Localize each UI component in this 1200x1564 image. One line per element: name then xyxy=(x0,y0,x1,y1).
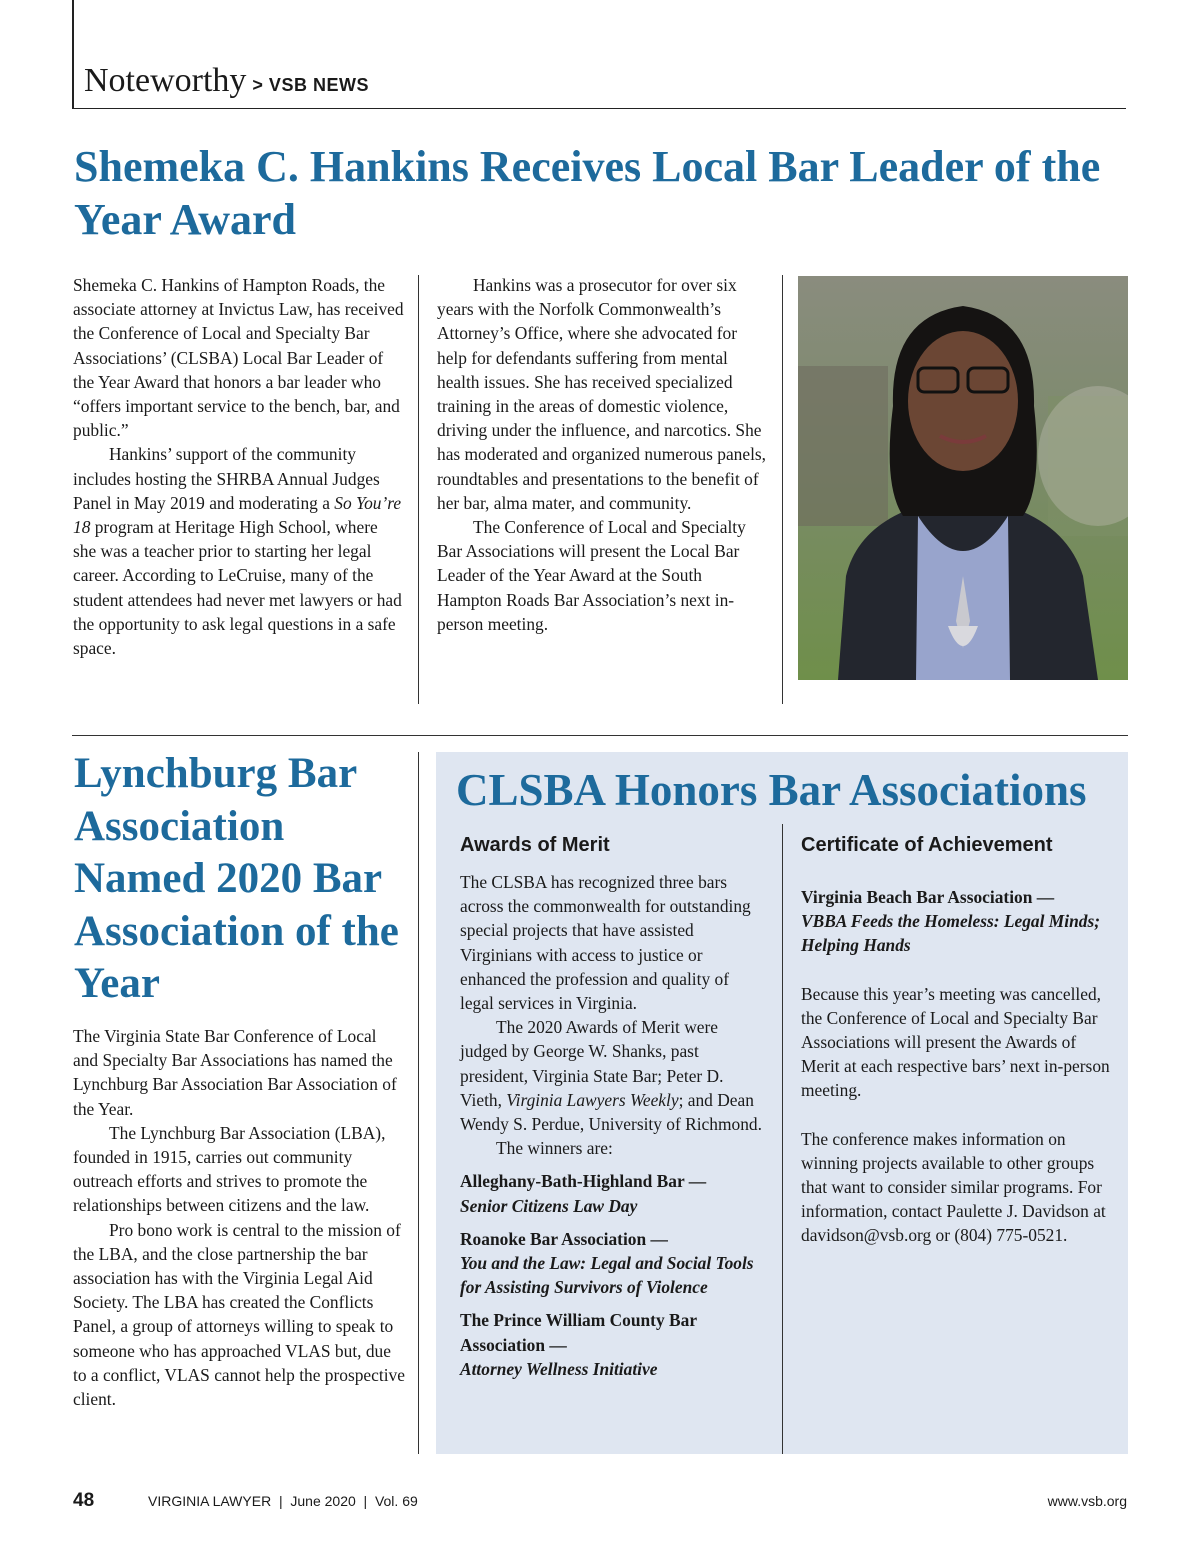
article-column-1 xyxy=(73,273,405,660)
winner-entry xyxy=(460,1308,766,1381)
section-title: Noteworthy xyxy=(84,62,247,99)
page-number: 48 xyxy=(73,1490,95,1511)
paragraph: The winners are: xyxy=(496,1138,613,1159)
article-column-lynchburg xyxy=(73,1024,405,1411)
certificate-heading: Certificate of Achievement xyxy=(801,834,1053,856)
winner-name: Alleghany-Bath-Highland Bar — xyxy=(460,1171,707,1192)
paragraph: Hankins’ support of the community includes hosting the SHRBA Annual Judges Panel in May 2019 and moderating a So You’re 18 program at Heritage High School, where she was a teacher prior to starting her legal career. According to LeCruise, many of the student attendees had never met lawyers or had the opportunity to ask legal questions in a safe space. xyxy=(73,444,402,659)
section-divider xyxy=(72,735,1128,736)
winner-entry xyxy=(460,1227,766,1300)
portrait-photo xyxy=(798,276,1128,680)
certificate-project: VBBA Feeds the Homeless: Legal Minds; Helping Hands xyxy=(801,911,1101,956)
sidebar-title: CLSBA Honors Bar Associations xyxy=(456,765,1087,815)
paragraph: Shemeka C. Hankins of Hampton Roads, the associate attorney at Invictus Law, has received the Conference of Local and Specialty Bar Associations’ (CLSBA) Local Bar Leader of the Year Award that honors a bar leader who “offers important service to the bench, bar, and public.” xyxy=(73,275,404,441)
awards-of-merit-heading: Awards of Merit xyxy=(460,834,610,856)
paragraph: Because this year’s meeting was cancelled, the Conference of Local and Specialty Bar Associations will present the Awards of Merit at each respective bars’ next in-person meeting. xyxy=(801,983,1110,1101)
winner-entry xyxy=(460,1169,766,1217)
winner-project: Senior Citizens Law Day xyxy=(460,1195,638,1216)
awards-of-merit-column xyxy=(460,870,766,1381)
header-rule-vertical xyxy=(72,0,74,108)
certificate-column xyxy=(801,885,1111,1248)
paragraph: The conference makes information on winning projects available to other groups that want to consider similar programs. For information, contact Paulette J. Davidson at davidson@vsb.org or (804) 775-0521. xyxy=(801,1128,1106,1246)
article-title-lynchburg: Lynchburg Bar Association Named 2020 Bar Association of the Year xyxy=(74,750,399,1007)
winner-project: You and the Law: Legal and Social Tools for Assisting Survivors of Violence xyxy=(460,1253,754,1298)
paragraph: The Lynchburg Bar Association (LBA), founded in 1915, carries out community outreach efforts and strives to promote the relationships between citizens and the law. xyxy=(73,1122,386,1216)
certificate-name: Virginia Beach Bar Association — xyxy=(801,887,1055,907)
paragraph: The CLSBA has recognized three bars across the commonwealth for outstanding special projects that have assisted Virginians with access to justice or enhanced the profession and quality of legal services in Virginia. xyxy=(460,872,751,1014)
winner-name: Roanoke Bar Association — xyxy=(460,1228,668,1249)
column-divider xyxy=(782,275,783,704)
paragraph: The Conference of Local and Specialty Bar Associations will present the Local Bar Leader of the Year Award at the South Hampton Roads Bar Association’s next in-person meeting. xyxy=(437,517,746,634)
column-divider xyxy=(418,275,419,704)
paragraph: The Virginia State Bar Conference of Local and Specialty Bar Associations has named the Lynchburg Bar Association Bar Association of the Year. xyxy=(73,1026,397,1119)
footer-magazine: VIRGINIA LAWYER | June 2020 | Vol. 69 xyxy=(148,1493,418,1509)
column-divider xyxy=(418,752,419,1454)
article-title-hankins: Shemeka C. Hankins Receives Local Bar Leader of the Year Award xyxy=(74,142,1101,244)
sidebar-column-divider xyxy=(782,824,783,1454)
paragraph: Pro bono work is central to the mission of the LBA, and the close partnership the bar association has with the Virginia Legal Aid Society. The LBA has created the Conflicts Panel, a group of attorneys willing to speak to someone who has approached VLAS but, due to a conflict, VLAS cannot help the prospective client. xyxy=(73,1219,405,1410)
header-rule xyxy=(72,108,1126,109)
paragraph: The 2020 Awards of Merit were judged by George W. Shanks, past president, Virginia State Bar; Peter D. Vieth, Virginia Lawyers Weekly; and Dean Wendy S. Perdue, University of Richmond. xyxy=(460,1017,762,1135)
paragraph: Hankins was a prosecutor for over six years with the Norfolk Commonwealth’s Attorney’s Office, where she advocated for help for defendants suffering from mental health issues. She has received specialized training in the areas of domestic violence, driving under the influence, and narcotics. She has moderated and organized numerous panels, roundtables and presentations to the benefit of her bar, alma mater, and community. xyxy=(437,275,767,513)
section-subtitle: > VSB NEWS xyxy=(252,75,369,95)
section-header xyxy=(84,62,369,100)
certificate-entry xyxy=(801,885,1111,958)
winner-name: The Prince William County Bar Association — xyxy=(460,1310,697,1355)
article-column-2 xyxy=(437,273,767,636)
winner-project: Attorney Wellness Initiative xyxy=(460,1358,658,1379)
footer-url: www.vsb.org xyxy=(1047,1493,1127,1509)
